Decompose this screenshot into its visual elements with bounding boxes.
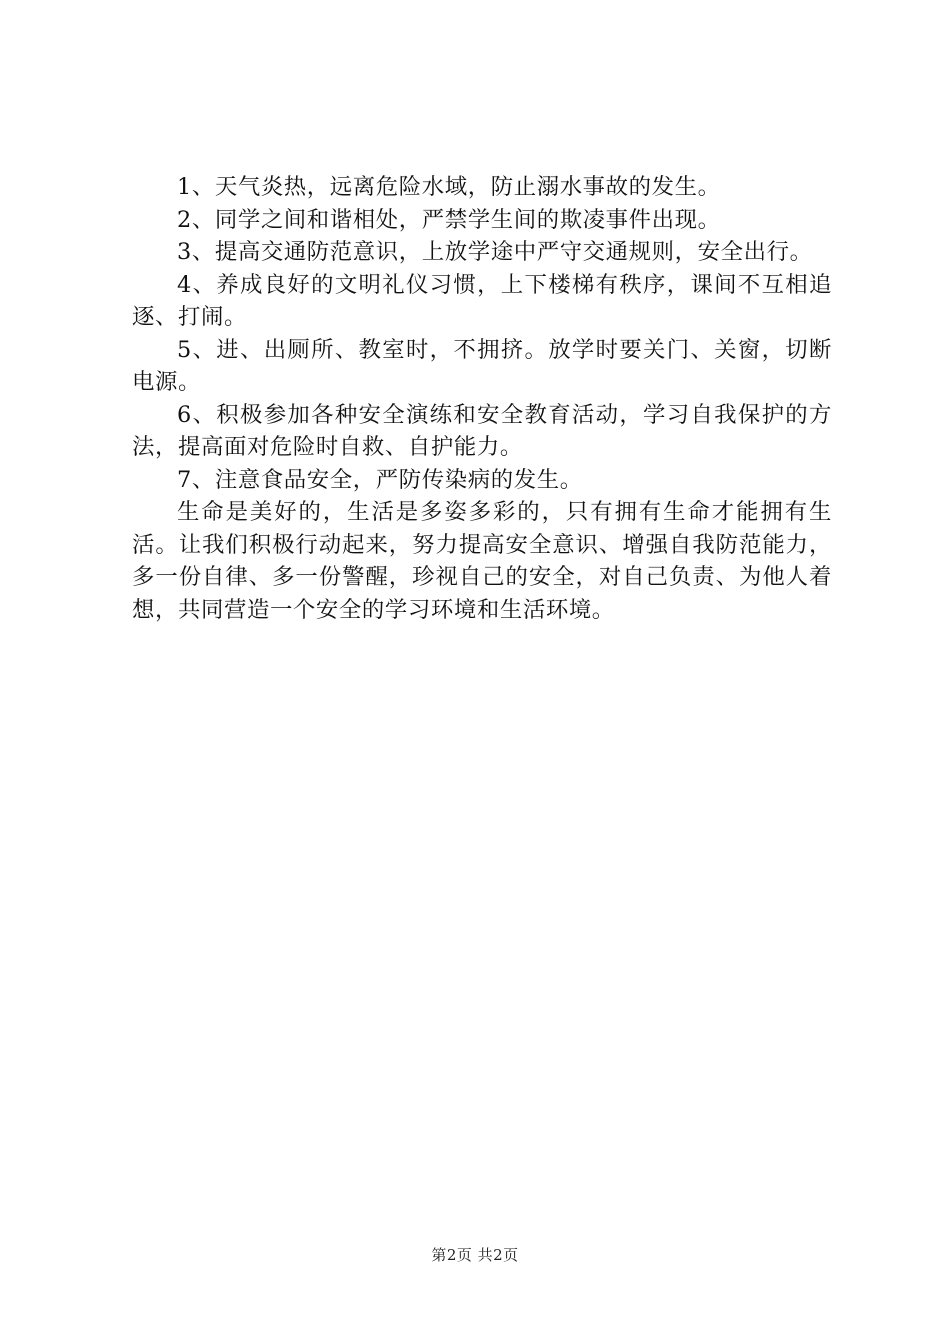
list-item-7: 7、注意食品安全，严防传染病的发生。 <box>177 466 583 493</box>
list-item-5: 5、进、出厕所、教室时，不拥挤。放学时要关门、关窗，切断电源。 <box>132 336 832 395</box>
closing-paragraph: 生命是美好的，生活是多姿多彩的，只有拥有生命才能拥有生活。让我们积极行动起来，努力提高安全意识、增强自我防范能力，多一份自律、多一份警醒，珍视自己的安全，对自己负责、为他人着想，共同营造一个安全的学习环境和生活环境。 <box>132 499 832 623</box>
list-item-1: 1、天气炎热，远离危险水域，防止溺水事故的发生。 <box>177 174 721 200</box>
list-item-4: 4、养成良好的文明礼仪习惯，上下楼梯有秩序，课间不互相追逐、打闹。 <box>132 271 832 330</box>
list-item-2: 2、同学之间和谐相处，严禁学生间的欺凌事件出现。 <box>177 206 721 233</box>
document-body <box>132 171 832 626</box>
list-item-3: 3、提高交通防范意识，上放学途中严守交通规则，安全出行。 <box>177 239 813 265</box>
list-item-6: 6、积极参加各种安全演练和安全教育活动，学习自我保护的方法，提高面对危险时自救、自护能力。 <box>132 401 832 460</box>
page-number-footer: 第2页 共2页 <box>431 1246 519 1264</box>
